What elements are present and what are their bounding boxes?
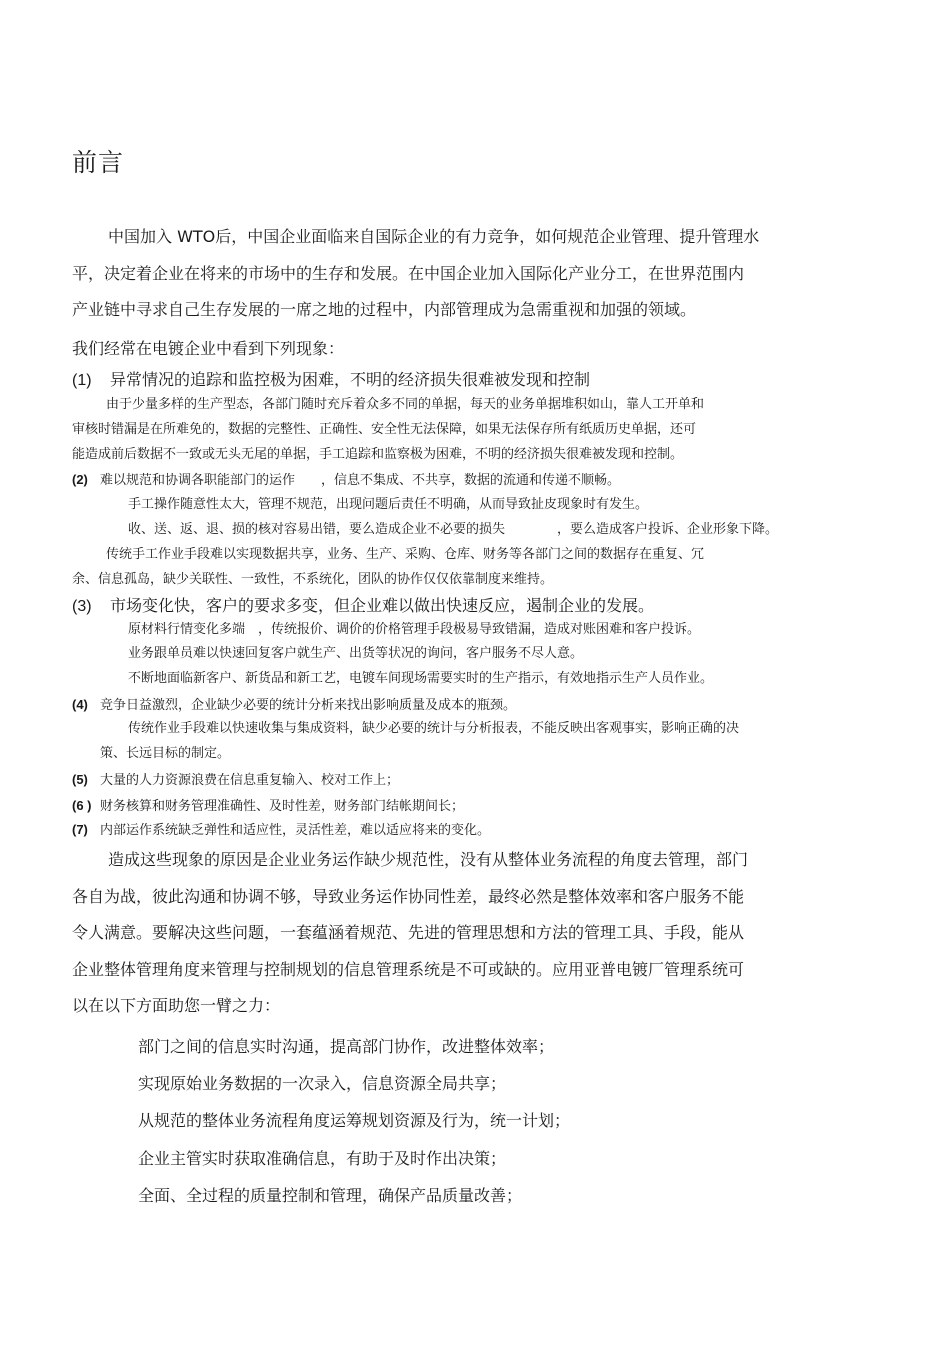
- benefit-item: 从规范的整体业务流程角度运筹规划资源及行为，统一计划；: [138, 1111, 571, 1130]
- benefit-item: 部门之间的信息实时沟通，提高部门协作，改进整体效率；: [138, 1037, 555, 1056]
- item-number: (7): [72, 822, 88, 837]
- item-heading: 难以规范和协调各职能部门的运作 ，信息不集成、不共享，数据的流通和传递不顺畅。: [100, 473, 621, 488]
- conclusion-line: 以在以下方面助您一臂之力：: [72, 996, 281, 1015]
- item-text: 传统作业手段难以快速收集与集成资料，缺少必要的统计与分析报表，不能反映出客观事实，影响正确的决: [128, 721, 740, 736]
- item-text: 余、信息孤岛，缺少关联性、一致性，不系统化，团队的协作仅仅依靠制度来维持。: [72, 572, 554, 587]
- item-text: 收、送、返、退、损的核对容易出错，要么造成企业不必要的损失 ，要么造成客户投诉、企业形象下降。: [128, 522, 779, 537]
- list-item: [72, 593, 654, 616]
- item-text: 手工操作随意性太大，管理不规范，出现问题后责任不明确，从而导致扯皮现象时有发生。: [128, 497, 649, 512]
- item-text: 原材料行情变化多端 ，传统报价、调价的价格管理手段极易导致错漏，造成对账困难和客户投诉。: [128, 622, 701, 637]
- list-item: [72, 694, 516, 713]
- list-item: [72, 769, 399, 788]
- item-heading: 财务核算和财务管理准确性、及时性差，财务部门结帐期间长；: [100, 799, 465, 814]
- item-heading: 异常情况的追踪和监控极为困难，不明的经济损失很难被发现和控制: [110, 370, 591, 389]
- item-text: 能造成前后数据不一致或无头无尾的单据，手工追踪和监察极为困难，不明的经济损失很难被发现和控制。: [72, 447, 684, 462]
- list-item: [72, 367, 590, 390]
- item-heading: 大量的人力资源浪费在信息重复输入、校对工作上；: [100, 773, 400, 788]
- list-item: [72, 819, 490, 838]
- item-number: (2): [72, 472, 88, 487]
- item-number: (3): [72, 598, 92, 615]
- benefit-item: 全面、全过程的质量控制和管理，确保产品质量改善；: [138, 1186, 523, 1205]
- item-text: 传统手工作业手段难以实现数据共享，业务、生产、采购、仓库、财务等各部门之间的数据存在重复、冗: [106, 547, 705, 562]
- conclusion-line: 造成这些现象的原因是企业业务运作缺少规范性，没有从整体业务流程的角度去管理，部门: [108, 850, 749, 869]
- item-number: (6 ): [72, 798, 92, 813]
- conclusion-line: 企业整体管理角度来管理与控制规划的信息管理系统是不可或缺的。应用亚普电镀厂管理系统可: [72, 960, 745, 979]
- item-number: (4): [72, 697, 88, 712]
- list-item: [72, 469, 620, 488]
- item-number: (1): [72, 372, 92, 389]
- conclusion-line: 令人满意。要解决这些问题，一套蕴涵着规范、先进的管理思想和方法的管理工具、手段，能从: [72, 923, 745, 942]
- page-title: 前言: [72, 148, 125, 177]
- item-text: 审核时错漏是在所难免的，数据的完整性、正确性、安全性无法保障，如果无法保存所有纸质历史单据，还可: [72, 422, 697, 437]
- item-heading: 竞争日益激烈，企业缺少必要的统计分析来找出影响质量及成本的瓶颈。: [100, 698, 517, 713]
- item-heading: 市场变化快，客户的要求多变，但企业难以做出快速反应，遏制企业的发展。: [110, 596, 655, 615]
- item-heading: 内部运作系统缺乏弹性和适应性，灵活性差，难以适应将来的变化。: [100, 823, 491, 838]
- lead-line: 我们经常在电镀企业中看到下列现象：: [72, 339, 345, 358]
- intro-line: 产业链中寻求自己生存发展的一席之地的过程中，内部管理成为急需重视和加强的领域。: [72, 300, 697, 319]
- item-text: 业务跟单员难以快速回复客户就生产、出货等状况的询问，客户服务不尽人意。: [128, 646, 584, 661]
- intro-line: 中国加入 WTO后，中国企业面临来自国际企业的有力竞争，如何规范企业管理、提升管理水: [108, 227, 760, 246]
- list-item: [72, 795, 464, 814]
- item-number: (5): [72, 772, 88, 787]
- intro-line: 平，决定着企业在将来的市场中的生存和发展。在中国企业加入国际化产业分工，在世界范围内: [72, 264, 745, 283]
- item-text: 由于少量多样的生产型态，各部门随时充斥着众多不同的单据，每天的业务单据堆积如山，靠人工开单和: [106, 397, 705, 412]
- item-text: 不断地面临新客户、新货品和新工艺，电镀车间现场需要实时的生产指示，有效地指示生产人员作业。: [128, 671, 714, 686]
- item-text: 策、长远目标的制定。: [100, 746, 231, 761]
- benefit-item: 企业主管实时获取准确信息，有助于及时作出决策；: [138, 1149, 507, 1168]
- benefit-item: 实现原始业务数据的一次录入，信息资源全局共享；: [138, 1074, 507, 1093]
- conclusion-line: 各自为战，彼此沟通和协调不够，导致业务运作协同性差，最终必然是整体效率和客户服务不能: [72, 887, 745, 906]
